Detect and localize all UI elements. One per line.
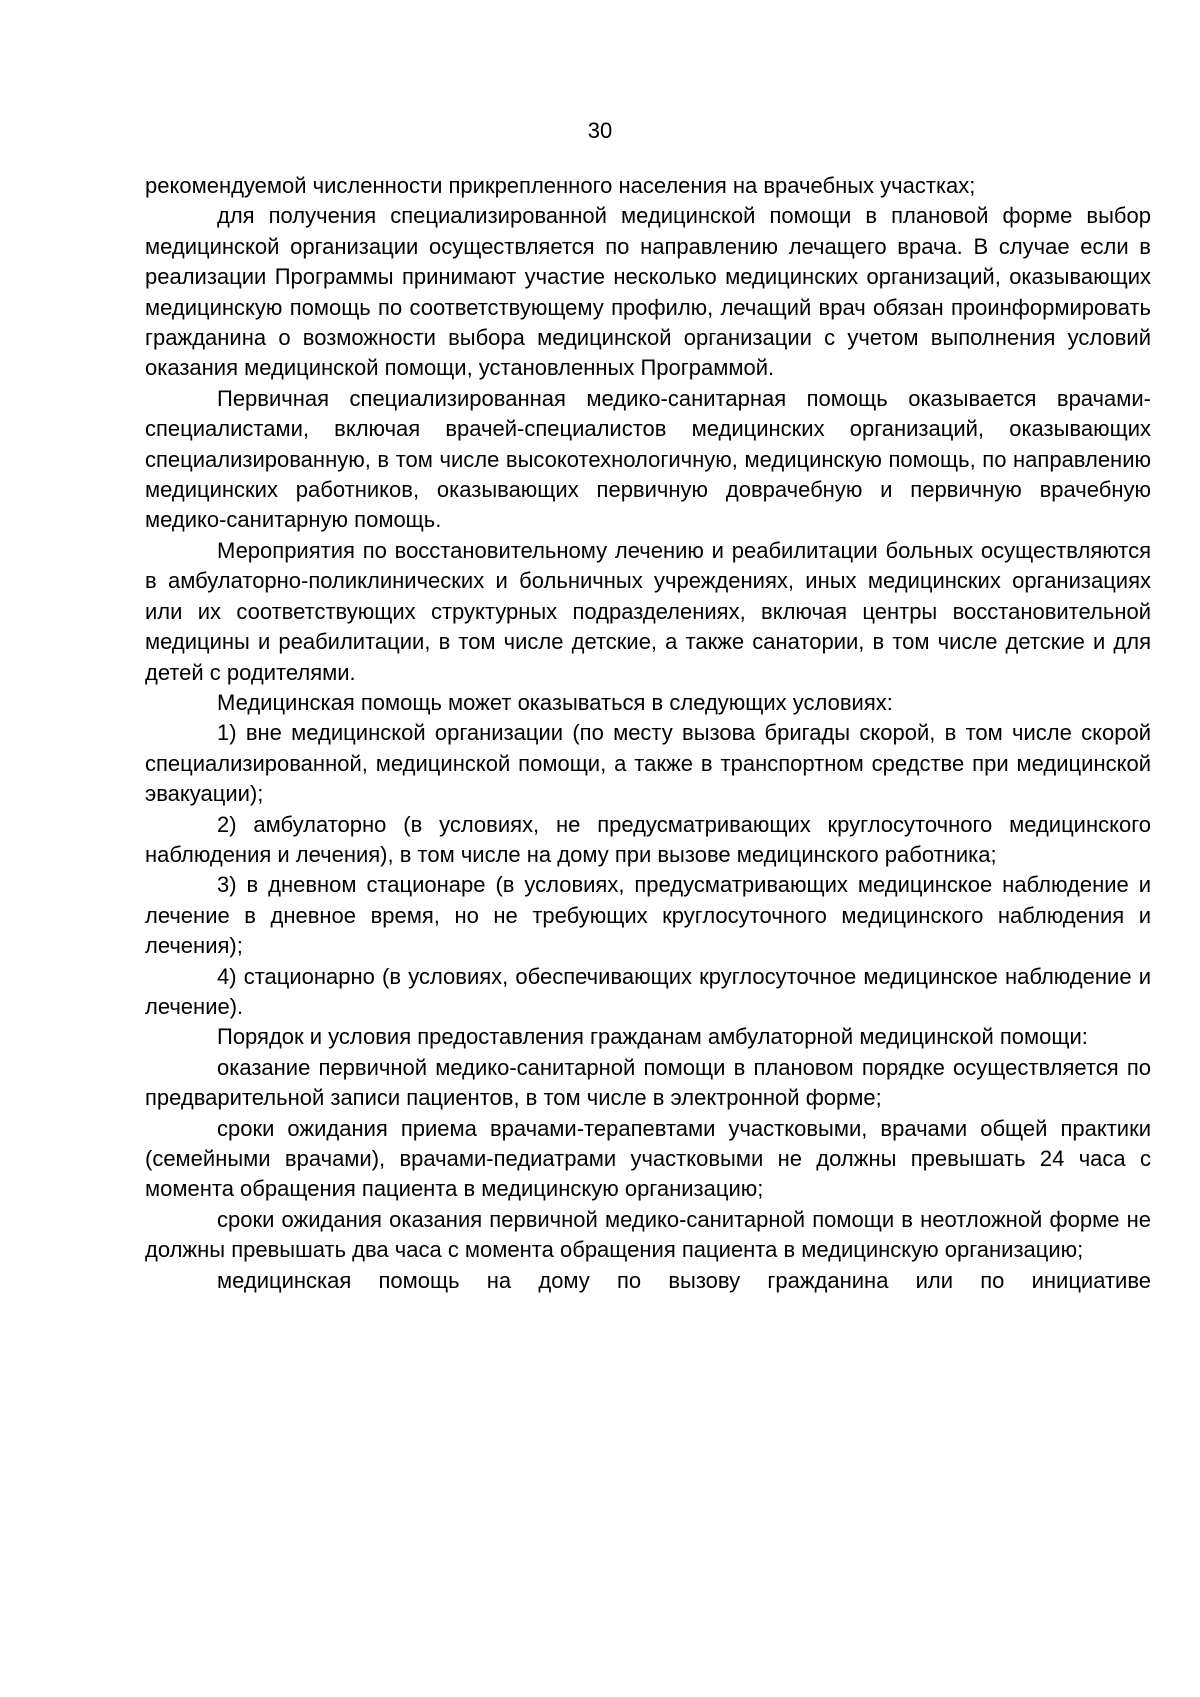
paragraph-waiting-times-urgent: сроки ожидания оказания первичной медико-санитарной помощи в неотложной форме не должны превышать два часа с момента обращения пациента в медицинскую организацию;	[145, 1206, 1151, 1263]
paragraph-outpatient-intro: Порядок и условия предоставления гражданам амбулаторной медицинской помощи:	[217, 1024, 1088, 1050]
paragraph-waiting-times-therapists: сроки ожидания приема врачами-терапевтами участковыми, врачами общей практики (семейными врачами), врачами-педиатрами участковыми не должны превышать 24 часа с момента обращения пациента в медицинскую организацию;	[145, 1115, 1151, 1202]
list-item-1: 1) вне медицинской организации (по месту вызова бригады скорой, в том числе скорой специализированной, медицинской помощи, а также в транспортном средстве при медицинской эвакуации);	[145, 720, 1151, 807]
list-item-4: 4) стационарно (в условиях, обеспечивающих круглосуточное медицинское наблюдение и лечение).	[145, 963, 1151, 1019]
paragraph-continuation: рекомендуемой численности прикрепленного населения на врачебных участках;	[145, 173, 976, 198]
paragraph-planned-appointments: оказание первичной медико-санитарной помощи в плановом порядке осуществляется по предварительной записи пациентов, в том числе в электронной форме;	[145, 1054, 1151, 1111]
paragraph-rehabilitation: Мероприятия по восстановительному лечению и реабилитации больных осуществляются в амбулаторно-поликлинических и больничных учреждениях, иных медицинских организациях или их соответствующих структурных подразделениях, включая центры восстановительной медицины и реабилитации, в том числе детские, а также санатории, в том числе детские и для детей с родителями.	[145, 537, 1151, 685]
page-number: 30	[587, 118, 613, 143]
paragraph-care-conditions-intro: Медицинская помощь может оказываться в следующих условиях:	[217, 689, 893, 715]
document-body	[145, 171, 1151, 1296]
list-item-3: 3) в дневном стационаре (в условиях, предусматривающих медицинское наблюдение и лечение в дневное время, но не требующих круглосуточного медицинского наблюдения и лечения);	[145, 872, 1151, 959]
paragraph-primary-specialized-care: Первичная специализированная медико-санитарная помощь оказывается врачами-специалистами, включая врачей-специалистов медицинских организаций, оказывающих специализированную, в том числе высокотехнологичную, медицинскую помощь, по направлению медицинских работников, оказывающих первичную доврачебную и первичную врачебную медико-санитарную помощь.	[145, 385, 1151, 533]
paragraph-home-care: медицинская помощь на дому по вызову гражданина или по инициативе	[217, 1267, 1151, 1293]
list-item-2: 2) амбулаторно (в условиях, не предусматривающих круглосуточного медицинского наблюдения и лечения), в том числе на дому при вызове медицинского работника;	[145, 811, 1151, 867]
paragraph-specialized-care-choice: для получения специализированной медицинской помощи в плановой форме выбор медицинской организации осуществляется по направлению лечащего врача. В случае если в реализации Программы принимают участие несколько медицинских организаций, оказывающих медицинскую помощь по соответствующему профилю, лечащий врач обязан проинформировать гражданина о возможности выбора медицинской организации с учетом выполнения условий оказания медицинской помощи, установленных Программой.	[145, 203, 1151, 381]
